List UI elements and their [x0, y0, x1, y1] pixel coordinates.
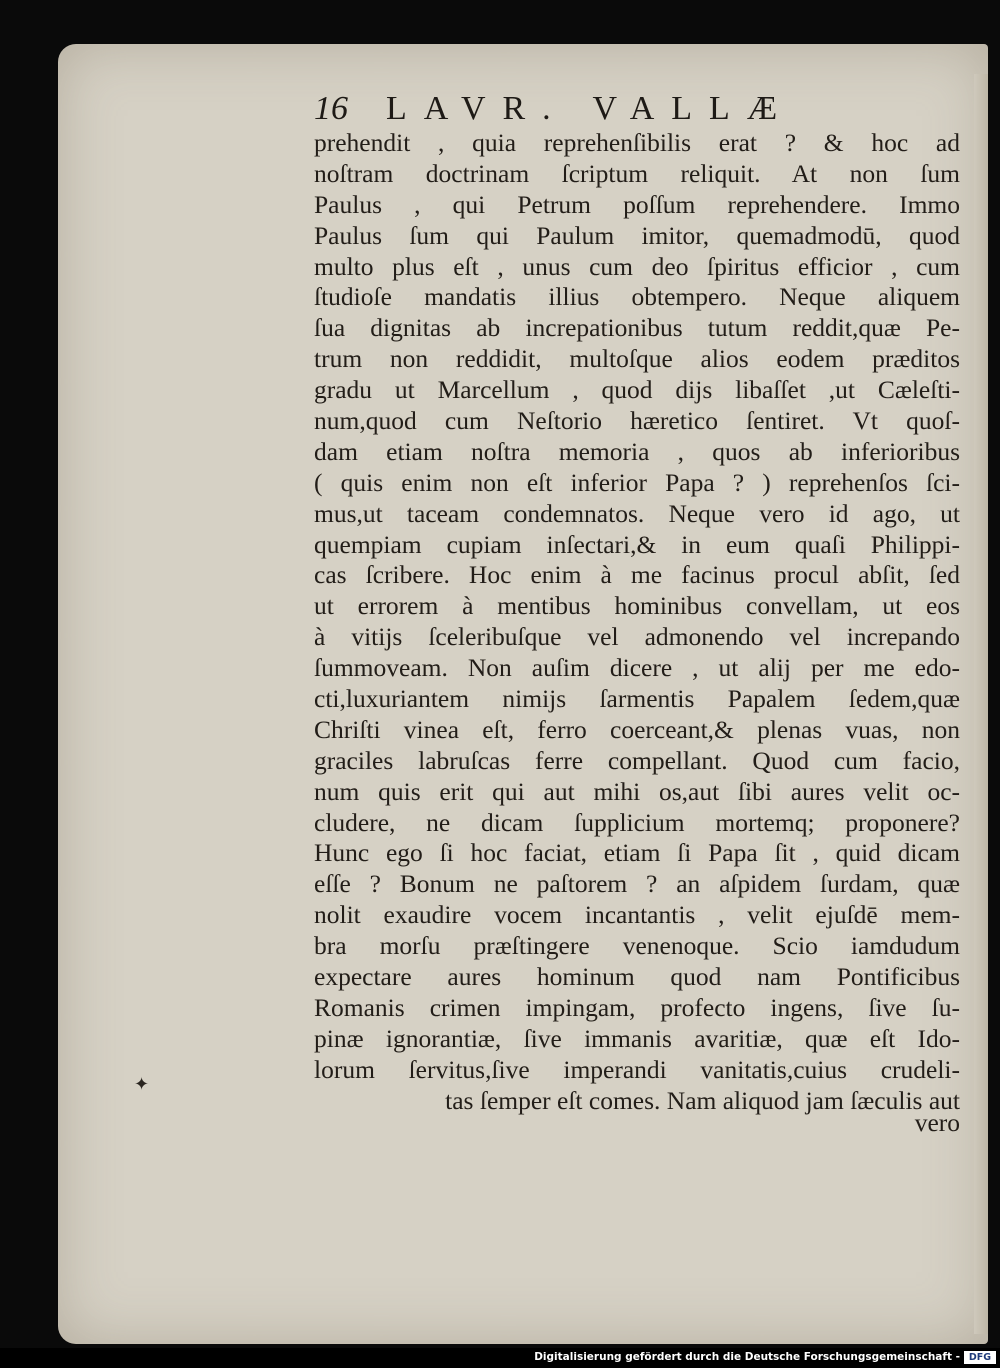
body-text — [314, 128, 960, 1117]
text-line: expectare aures hominum quod nam Pontificibus — [314, 962, 960, 992]
text-line: ſua dignitas ab increpationibus tutum reddit,quæ Pe- — [314, 313, 960, 343]
text-line: trum non reddidit, multoſque alios eodem præditos — [314, 344, 960, 374]
text-line: tas ſemper eſt comes. Nam aliquod jam ſæculis aut — [445, 1085, 960, 1115]
text-line: prehendit , quia reprehenſibilis erat ? & hoc ad — [314, 128, 960, 157]
catchword: vero — [914, 1108, 960, 1137]
header-title: LAVR. VALLÆ — [386, 90, 795, 127]
text-line: cludere, ne dicam ſupplicium mortemq; proponere? — [314, 807, 960, 837]
text-line: Paulus ſum qui Paulum imitor, quemadmodū, quod — [314, 220, 960, 250]
margin-mark-icon: ✦ — [134, 1074, 150, 1095]
text-line: Romanis crimen impingam, profecto ingens, ſive ſu- — [314, 992, 960, 1022]
text-line: cti,luxuriantem nimijs ſarmentis Papalem ſedem,quæ — [314, 684, 960, 714]
text-line: cas ſcribere. Hoc enim à me facinus procul abſit, ſed — [314, 560, 960, 590]
text-line: ſummoveam. Non auſim dicere , ut alij per me edo- — [314, 653, 960, 683]
text-line: quempiam cupiam inſectari,& in eum quaſi Philippi- — [314, 529, 960, 559]
text-line: nolit exaudire vocem incantantis , velit ejuſdē mem- — [314, 900, 960, 930]
dfg-logo: DFG — [964, 1351, 996, 1364]
text-line: ( quis enim non eſt inferior Papa ? ) reprehenſos ſci- — [314, 467, 960, 497]
text-line: eſſe ? Bonum ne paſtorem ? an aſpidem ſurdam, quæ — [314, 869, 960, 899]
page-number: 16 — [314, 90, 348, 127]
text-line: mus,ut taceam condemnatos. Neque vero id ago, ut — [314, 498, 960, 528]
text-line: num,quod cum Neſtorio hæretico ſentiret. Vt quoſ- — [314, 406, 960, 436]
text-line: Chriſti vinea eſt, ferro coerceant,& plenas vuas, non — [314, 714, 960, 744]
text-line: ut errorem à mentibus hominibus convellam, ut eos — [314, 591, 960, 621]
text-line: dam etiam noſtra memoria , quos ab inferioribus — [314, 436, 960, 466]
page-edge — [974, 74, 988, 1334]
text-line: Paulus , qui Petrum poſſum reprehendere. Immo — [314, 189, 960, 219]
running-head — [314, 90, 954, 130]
text-line: noſtram doctrinam ſcriptum reliquit. At non ſum — [314, 158, 960, 188]
text-line: lorum ſervitus,ſive imperandi vanitatis,cuius crudeli- — [314, 1054, 960, 1084]
text-line: à vitijs ſceleribuſque vel admonendo vel increpando — [314, 622, 960, 652]
text-line: pinæ ignorantiæ, ſive immanis avaritiæ, quæ eſt Ido- — [314, 1023, 960, 1053]
text-line: bra morſu præſtingere venenoque. Scio iamdudum — [314, 931, 960, 961]
text-line: gradu ut Marcellum , quod dijs libaſſet ,ut Cæleſti- — [314, 375, 960, 405]
text-line: multo plus eſt , unus cum deo ſpiritus efficior , cum — [314, 251, 960, 281]
text-line: ſtudioſe mandatis illius obtempero. Neque aliquem — [314, 282, 960, 312]
text-line: graciles labruſcas ferre compellant. Quod cum facio, — [314, 745, 960, 775]
funding-credit: Digitalisierung gefördert durch die Deutsche Forschungsgemeinschaft - — [534, 1351, 960, 1363]
text-line: num quis erit qui aut mihi os,aut ſibi aures velit oc- — [314, 776, 960, 806]
text-line: Hunc ego ſi hoc faciat, etiam ſi Papa ſit , quid dicam — [314, 838, 960, 868]
